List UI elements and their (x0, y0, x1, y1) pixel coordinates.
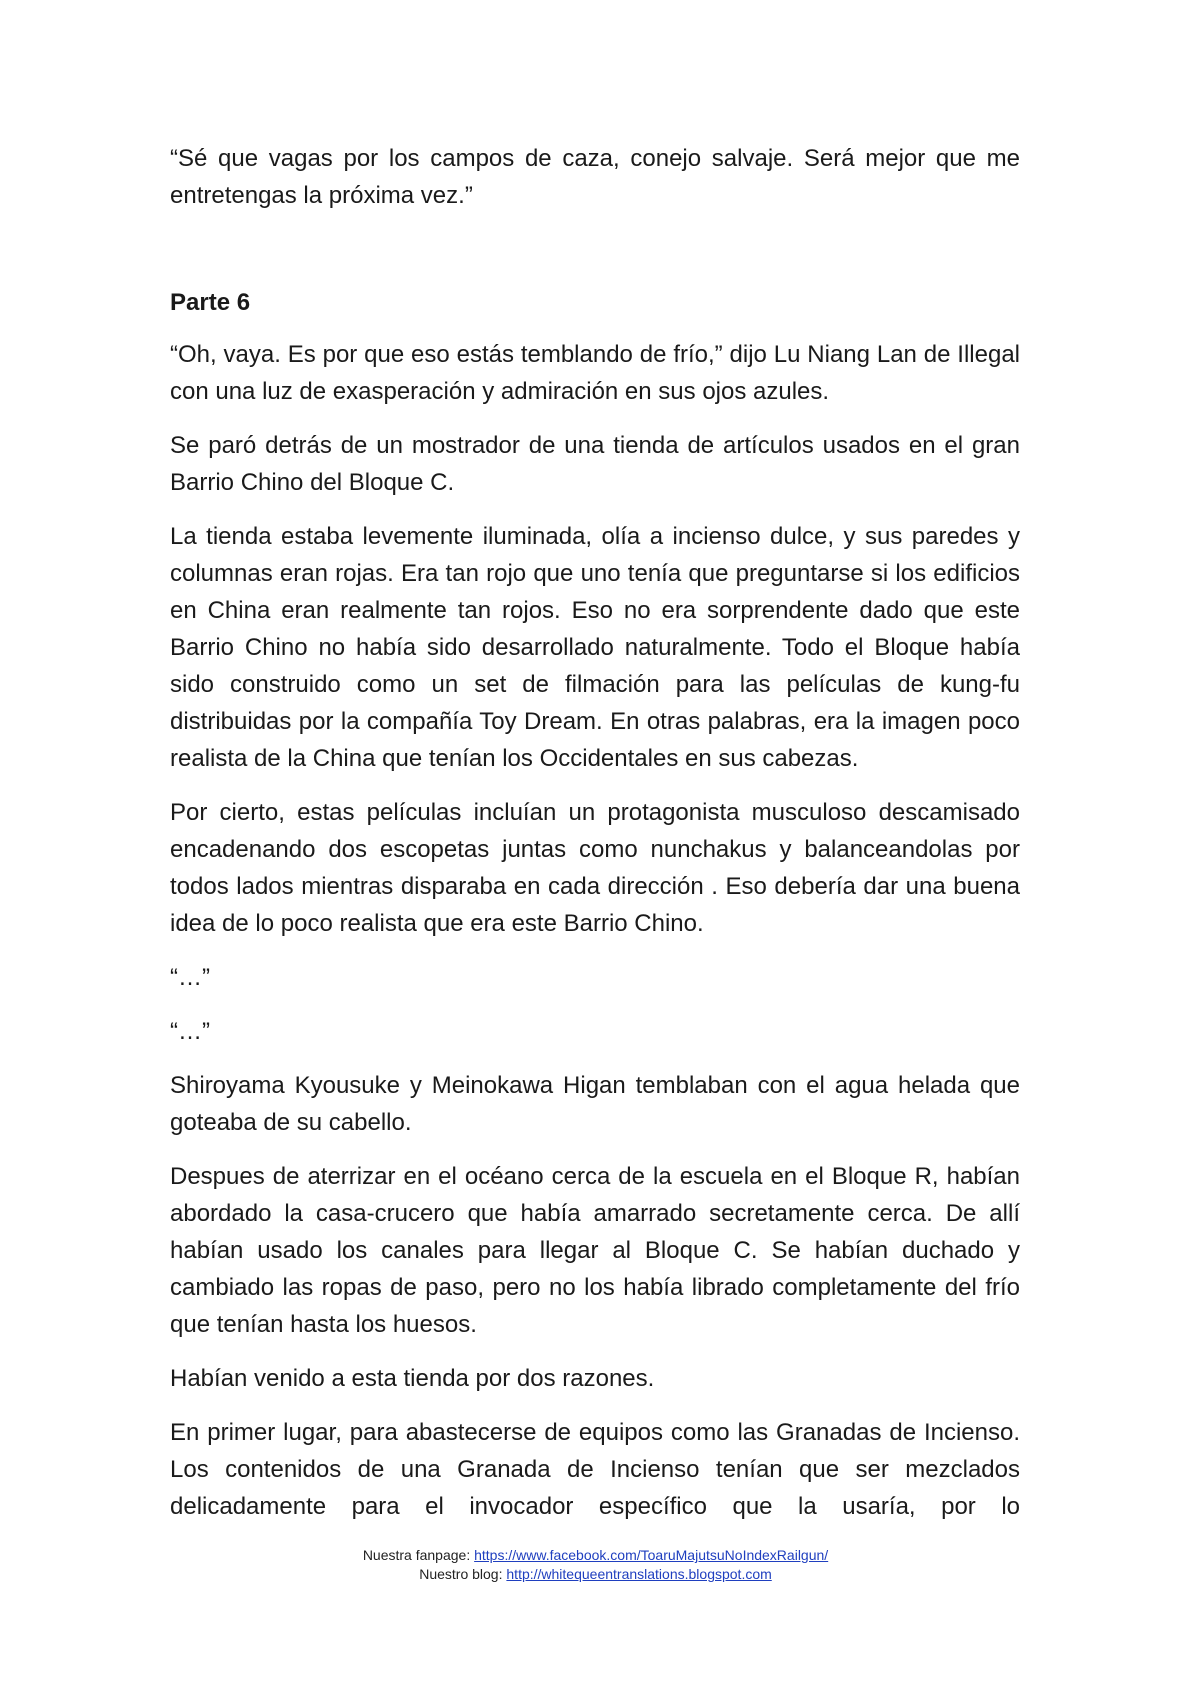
paragraph-3: La tienda estaba levemente iluminada, olía a incienso dulce, y sus paredes y columnas eran rojas. Era tan rojo que uno tenía que preguntarse si los edificios en China eran realmente tan rojos. Eso no era sorprendente dado que este Barrio Chino no había sido desarrollado naturalmente. Todo el Bloque había sido construido como un set de filmación para las películas de kung-fu distribuidas por la compañía Toy Dream. En otras palabras, era la imagen poco realista de la China que tenían los Occidentales en sus cabezas. (170, 523, 1020, 772)
blog-link[interactable]: http://whitequeentranslations.blogspot.com (506, 1566, 772, 1582)
paragraph-5: Shiroyama Kyousuke y Meinokawa Higan temblaban con el agua helada que goteaba de su cabello. (170, 1072, 1020, 1136)
paragraph-4: Por cierto, estas películas incluían un protagonista musculoso descamisado encadenando dos escopetas juntas como nunchakus y balanceandolas por todos lados mientras disparaba en cada dirección . Eso debería dar una buena idea de lo poco realista que era este Barrio Chino. (170, 799, 1020, 937)
page-content (170, 140, 1020, 1542)
fanpage-link[interactable]: https://www.facebook.com/ToaruMajutsuNoIndexRailgun/ (474, 1547, 829, 1563)
footer-fanpage-label: Nuestra fanpage: (362, 1547, 475, 1563)
footer-blog-label: Nuestro blog: (419, 1566, 507, 1582)
paragraph-ellipsis-1: “…” (170, 964, 210, 991)
paragraph-ellipsis-2: “…” (170, 1018, 210, 1045)
paragraph-1: “Oh, vaya. Es por que eso estás temblando de frío,” dijo Lu Niang Lan de Illegal con una luz de exasperación y admiración en sus ojos azules. (170, 341, 1020, 405)
paragraph-7: Habían venido a esta tienda por dos razones. (170, 1365, 655, 1392)
footer-fanpage-line (0, 1546, 1191, 1565)
paragraph-intro: “Sé que vagas por los campos de caza, conejo salvaje. Será mejor que me entretengas la próxima vez.” (170, 145, 1020, 209)
paragraph-8: En primer lugar, para abastecerse de equipos como las Granadas de Incienso. Los contenidos de una Granada de Incienso tenían que ser mezclados delicadamente para el invocador específico que la usaría, por lo (170, 1419, 1020, 1520)
page-footer (0, 1546, 1191, 1584)
footer-blog-line (0, 1565, 1191, 1584)
section-heading: Parte 6 (170, 289, 251, 316)
paragraph-2: Se paró detrás de un mostrador de una tienda de artículos usados en el gran Barrio Chino del Bloque C. (170, 432, 1020, 496)
paragraph-6: Despues de aterrizar en el océano cerca de la escuela en el Bloque R, habían abordado la casa-crucero que había amarrado secretamente cerca. De allí habían usado los canales para llegar al Bloque C. Se habían duchado y cambiado las ropas de paso, pero no los había librado completamente del frío que tenían hasta los huesos. (170, 1163, 1020, 1338)
